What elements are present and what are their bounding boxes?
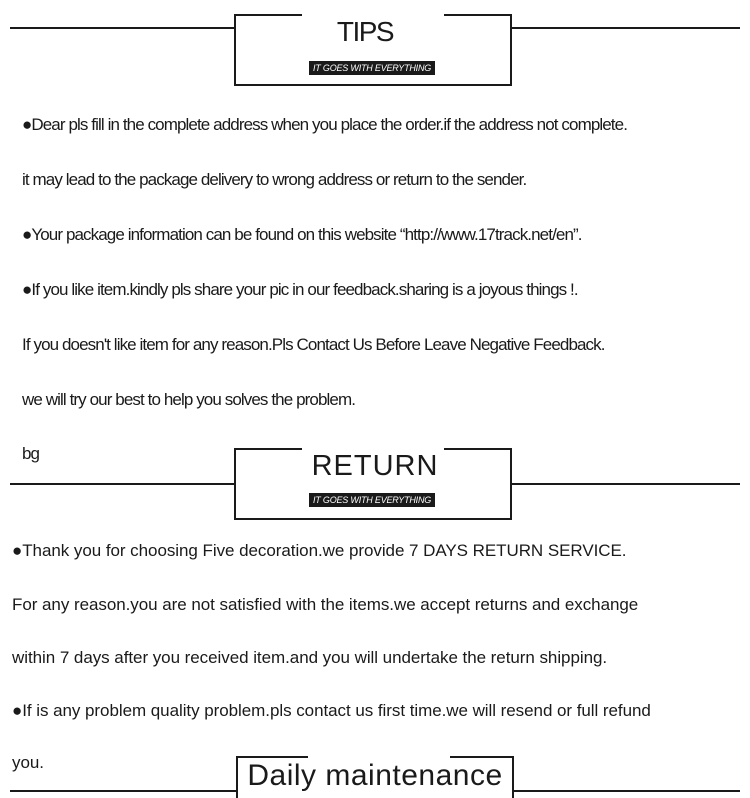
maintenance-left-rule bbox=[10, 790, 238, 792]
maintenance-right-rule bbox=[512, 790, 740, 792]
return-badge: IT GOES WITH EVERYTHING bbox=[309, 493, 435, 507]
tips-line: If you doesn't like item for any reason.Pls Contact Us Before Leave Negative Feedback. bbox=[22, 335, 605, 354]
tips-line: it may lead to the package delivery to wrong address or return to the sender. bbox=[22, 170, 527, 189]
return-line: For any reason.you are not satisfied with the items.we accept returns and exchange bbox=[12, 595, 639, 614]
return-title: RETURN bbox=[311, 450, 439, 482]
tips-line: ●If you like item.kindly pls share your pic in our feedback.sharing is a joyous things !. bbox=[22, 280, 578, 299]
return-line: within 7 days after you received item.and you will undertake the return shipping. bbox=[12, 648, 608, 667]
tips-title: TIPS bbox=[336, 16, 394, 47]
tips-badge: IT GOES WITH EVERYTHING bbox=[309, 61, 435, 75]
return-line: you. bbox=[12, 753, 44, 772]
tips-left-rule bbox=[10, 27, 236, 29]
tips-right-rule bbox=[510, 27, 740, 29]
tips-line: ●Dear pls fill in the complete address when you place the order.if the address not complete. bbox=[22, 115, 628, 134]
return-left-rule bbox=[10, 483, 236, 485]
tips-line: we will try our best to help you solves the problem. bbox=[22, 390, 356, 409]
maintenance-title: Daily maintenance bbox=[247, 759, 503, 792]
return-line: ●Thank you for choosing Five decoration.we provide 7 DAYS RETURN SERVICE. bbox=[12, 541, 627, 560]
tips-line: ●Your package information can be found on this website “http://www.17track.net/en”. bbox=[22, 225, 582, 244]
return-line: ●If is any problem quality problem.pls contact us first time.we will resend or full refund bbox=[12, 701, 651, 720]
return-right-rule bbox=[510, 483, 740, 485]
tips-line: bg bbox=[22, 444, 40, 463]
